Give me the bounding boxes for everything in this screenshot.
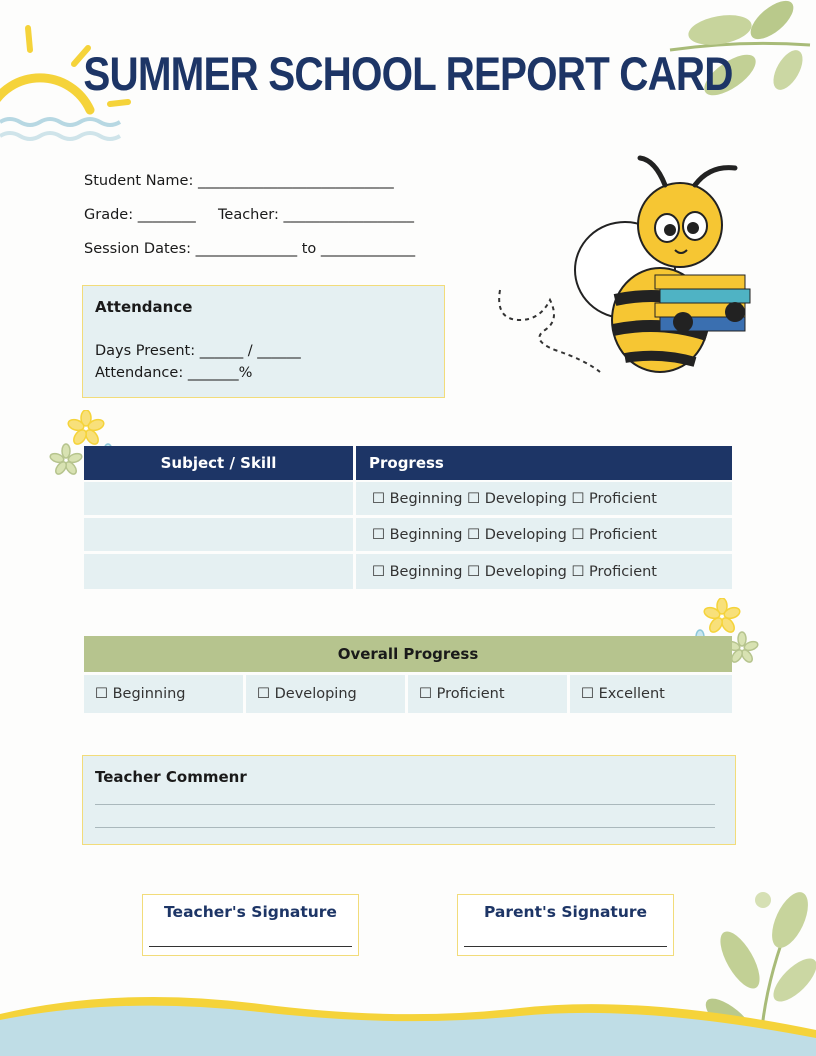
progress-cell[interactable]: ☐ Beginning ☐ Developing ☐ Proficient [356, 554, 732, 589]
overall-option-excellent[interactable]: ☐ Excellent [570, 675, 732, 713]
attendance-percent-field[interactable]: Attendance: _______% [95, 365, 253, 381]
signature-line [464, 946, 667, 947]
progress-cell[interactable]: ☐ Beginning ☐ Developing ☐ Proficient [356, 518, 732, 551]
session-dates-field[interactable]: Session Dates: ______________ to _____________ [84, 241, 416, 257]
overall-option-beginning[interactable]: ☐ Beginning [84, 675, 243, 713]
teacher-field[interactable]: Teacher: __________________ [218, 207, 414, 223]
progress-header: Progress [356, 446, 732, 480]
comment-line [95, 804, 715, 805]
page-title: SUMMER SCHOOL REPORT CARD [83, 47, 733, 100]
grade-field[interactable]: Grade: ________ [84, 207, 196, 223]
attendance-box [82, 285, 445, 398]
teacher-signature-box[interactable] [142, 894, 359, 956]
overall-option-proficient[interactable]: ☐ Proficient [408, 675, 567, 713]
subject-cell[interactable] [84, 482, 353, 515]
parent-signature-label: Parent's Signature [483, 903, 648, 921]
days-present-field[interactable]: Days Present: ______ / ______ [95, 343, 301, 359]
subject-cell[interactable] [84, 518, 353, 551]
subject-cell[interactable] [84, 554, 353, 589]
progress-cell[interactable]: ☐ Beginning ☐ Developing ☐ Proficient [356, 482, 732, 515]
parent-signature-box[interactable] [457, 894, 674, 956]
comment-line [95, 827, 715, 828]
teacher-comment-box[interactable] [82, 755, 736, 845]
wave-decoration-icon [0, 990, 816, 1056]
subject-header: Subject / Skill [84, 446, 353, 480]
teacher-signature-label: Teacher's Signature [164, 903, 337, 921]
attendance-title: Attendance [95, 298, 193, 316]
teacher-comment-title: Teacher Commenr [95, 768, 247, 786]
overall-progress-header: Overall Progress [84, 636, 732, 672]
bee-with-books-icon [495, 150, 760, 380]
overall-option-developing[interactable]: ☐ Developing [246, 675, 405, 713]
student-name-field[interactable]: Student Name: ___________________________ [84, 173, 394, 189]
signature-line [149, 946, 352, 947]
